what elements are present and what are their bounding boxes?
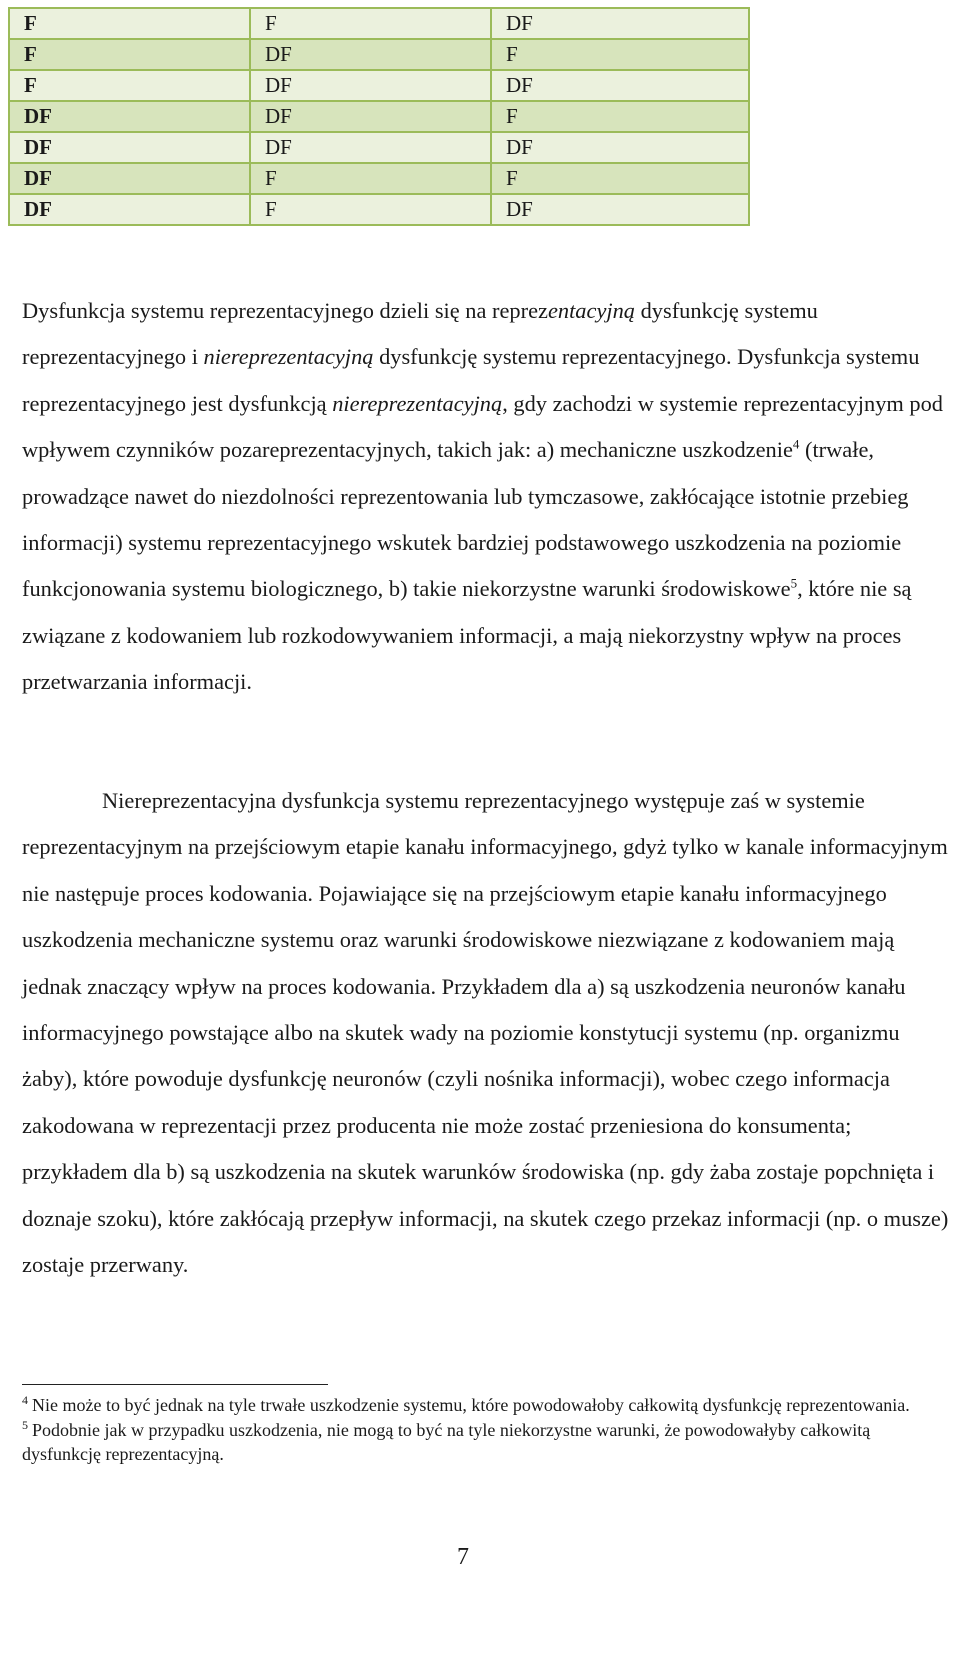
- truth-table-body: [9, 8, 749, 225]
- truth-table-cell: F: [491, 163, 749, 194]
- footnote-number: 4: [22, 1393, 28, 1407]
- truth-table-cell: F: [250, 163, 491, 194]
- truth-table-cell: DF: [9, 132, 250, 163]
- paragraph1-text-4: , gdy zachodzi w systemie reprezentacyjnym pod wpływem czynników pozareprezentacyjnych, takich jak: a) mechaniczne uszkodzenie: [22, 390, 944, 463]
- truth-table-cell: DF: [250, 132, 491, 163]
- truth-table-cell: DF: [491, 132, 749, 163]
- paragraph-dysfunction-types: [22, 288, 957, 706]
- paragraph1-text-5: (trwałe, prowadzące nawet do niezdolności reprezentowania lub tymczasowe, zakłócające istotnie przebieg informacji) systemu reprezentacyjnego wskutek bardziej podstawowego uszkodzenia na poziomie funkcjonowania systemu biologicznego, b) takie niekorzystne warunki środowiskowe: [22, 437, 909, 602]
- paragraph1-italic-2: niereprezentacyjną: [203, 344, 374, 370]
- truth-table-row: [9, 101, 749, 132]
- paragraph-nonrepresentational-dysfunction: Niereprezentacyjna dysfunkcja systemu reprezentacyjnego występuje zaś w systemie reprezentacyjnym na przejściowym etapie kanału informacyjnego, gdyż tylko w kanale informacyjnym nie następuje proces kodowania. Pojawiające się na przejściowym etapie kanału informacyjnego uszkodzenia mechaniczne systemu oraz warunki środowiskowe niezwiązane z kodowaniem mają jednak znaczący wpływ na proces kodowania. Przykładem dla a) są uszkodzenia neuronów kanału informacyjnego powstające albo na skutek wady na poziomie konstytucji systemu (np. organizmu żaby), które powoduje dysfunkcję neuronów (czyli nośnika informacji), wobec czego informacja zakodowana w reprezentacji przez producenta nie może zostać przeniesiona do konsumenta; przykładem dla b) są uszkodzenia na skutek warunków środowiska (np. gdy żaba zostaje popchnięta i doznaje szoku), które zakłócają przepływ informacji, na skutek czego przekaz informacji (np. o musze) zostaje przerwany.: [22, 788, 949, 1278]
- footnotes: [22, 1393, 922, 1467]
- truth-table-row: [9, 8, 749, 39]
- truth-table-row: [9, 163, 749, 194]
- paragraph1-text-2: dysfunkcję systemu reprezentacyjnego i: [22, 298, 818, 370]
- truth-table-cell: F: [250, 194, 491, 225]
- truth-table-cell: DF: [491, 194, 749, 225]
- footnote-5: [22, 1418, 922, 1466]
- paragraph1-text-3: dysfunkcję systemu reprezentacyjnego. Dysfunkcja systemu reprezentacyjnego jest dysfunkcją: [22, 344, 920, 416]
- truth-table-row: [9, 132, 749, 163]
- page-number: 7: [457, 1544, 469, 1570]
- truth-table-cell: F: [9, 39, 250, 70]
- truth-table-cell: DF: [250, 39, 491, 70]
- truth-table-cell: DF: [9, 194, 250, 225]
- footnote-text: Podobnie jak w przypadku uszkodzenia, nie mogą to być na tyle niekorzystne warunki, że powodowałyby całkowitą dysfunkcję reprezentacyjną.: [22, 1420, 871, 1464]
- footnote-text: Nie może to być jednak na tyle trwałe uszkodzenie systemu, które powodowałoby całkowitą dysfunkcję reprezentowania.: [32, 1395, 910, 1415]
- footnote-ref-4[interactable]: 4: [792, 436, 800, 452]
- truth-table-row: [9, 70, 749, 101]
- truth-table-cell: DF: [9, 163, 250, 194]
- truth-table-cell: DF: [9, 101, 250, 132]
- paragraph1-text-6: , które nie są związane z kodowaniem lub rozkodowywaniem informacji, a mają niekorzystny wpływ na proces przetwarzania informacji.: [22, 576, 912, 695]
- truth-table-row: [9, 39, 749, 70]
- truth-table-cell: F: [9, 70, 250, 101]
- truth-table-cell: DF: [491, 8, 749, 39]
- footnote-number: 5: [22, 1418, 28, 1432]
- truth-table-cell: DF: [250, 70, 491, 101]
- truth-table-cell: F: [491, 101, 749, 132]
- paragraph1-italic-3: niereprezentacyjną: [332, 390, 503, 416]
- truth-table-row: [9, 194, 749, 225]
- truth-table-cell: F: [9, 8, 250, 39]
- footnote-separator: [22, 1384, 328, 1385]
- truth-table-cell: F: [491, 39, 749, 70]
- footnote-4: [22, 1393, 922, 1417]
- paragraph1-italic-1: entacyjną: [547, 298, 635, 323]
- truth-table: [8, 7, 750, 226]
- paragraph1-text-1: Dysfunkcja systemu reprezentacyjnego dzieli się na reprez: [22, 298, 548, 323]
- truth-table-cell: DF: [491, 70, 749, 101]
- truth-table-cell: F: [250, 8, 491, 39]
- truth-table-cell: DF: [250, 101, 491, 132]
- footnote-ref-5[interactable]: 5: [790, 575, 798, 591]
